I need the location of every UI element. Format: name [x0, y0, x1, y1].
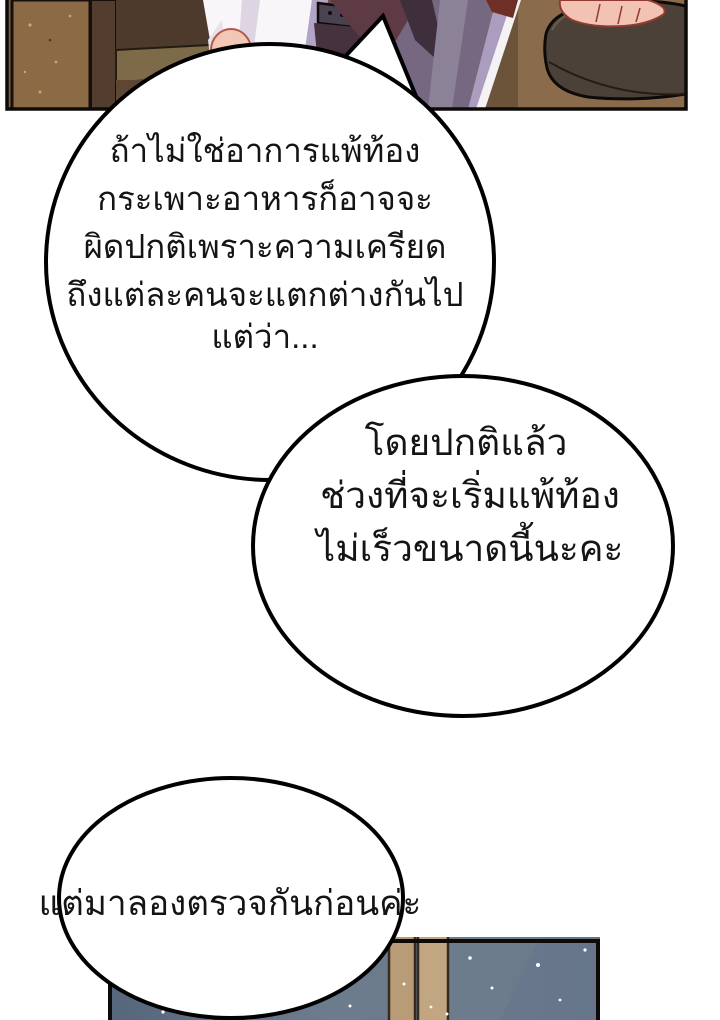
wooden-post: [12, 0, 90, 109]
bubble-2-line-2: ช่วงที่จะเริ่มแพ้ท้อง: [320, 475, 620, 516]
speech-bubble-2: [253, 376, 673, 716]
bubble-1-line-4: ถึงแต่ละคนจะแตกต่างกันไป: [66, 276, 464, 313]
dark-wood-strip: [91, 0, 116, 109]
pillar-left: [389, 934, 415, 1020]
bubble-1-line-2: กระเพาะอาหารก็อาจจะ: [97, 180, 433, 217]
bubble-2-line-1: โดยปกติแล้ว: [364, 422, 568, 463]
pillar-right: [418, 934, 448, 1020]
bubble-1-line-5: แต่ว่า...: [211, 318, 319, 355]
bubble-1-line-1: ถ้าไม่ใช่อาการแพ้ท้อง: [109, 132, 421, 169]
bubble-1-line-3: ผิดปกติเพราะความเครียด: [83, 228, 447, 265]
bubble-2-line-3: ไม่เร็วขนาดนี้นะคะ: [316, 528, 624, 569]
bubble-3-line-1: แต่มาลองตรวจกันก่อนค่ะ: [38, 884, 422, 923]
